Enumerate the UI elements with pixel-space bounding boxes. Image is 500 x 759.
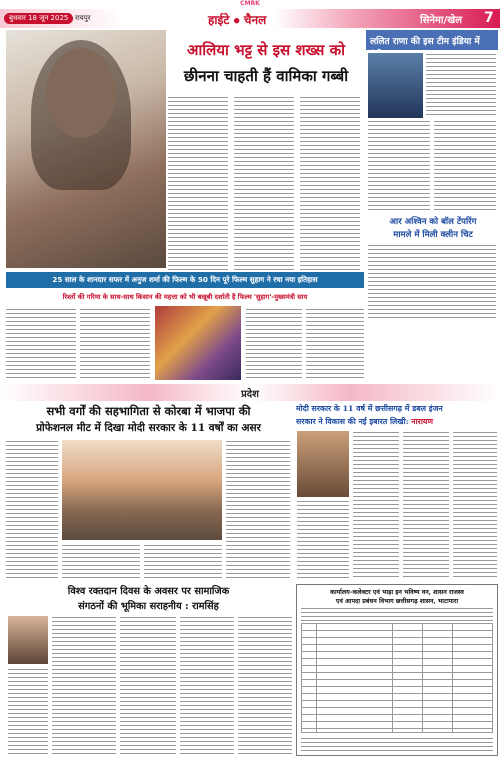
notice-title-line1: कार्यालय-कलेक्टर एवं भाड़ा इन भविष्य वन, शासन राजस्व (330, 589, 464, 596)
page-number: 7 (484, 10, 494, 26)
notice-table-divider1 (316, 624, 317, 732)
section-name: सिनेमा/खेल (420, 15, 463, 26)
masthead (0, 9, 500, 28)
ramsingh-story-text-col2 (120, 616, 176, 754)
bjp-headline-line1: सभी वर्गों की सहभागिता से कोरबा में भाजपा की (46, 404, 251, 418)
main-story-text-col3 (300, 96, 360, 270)
notice-table-divider4 (452, 624, 453, 732)
brand-logo (208, 11, 266, 28)
main-headline-line2: छीनना चाहती हैं वामिका गब्बी (183, 67, 349, 85)
film-story-text-col1 (6, 308, 76, 378)
bjp-story-text-col4 (144, 544, 222, 578)
film-story-text-col3 (246, 308, 302, 378)
cricketer-photo (368, 53, 423, 118)
notice-table-divider2 (392, 624, 393, 732)
ramsingh-story-text-col3 (180, 616, 234, 754)
side-story2-text (368, 244, 496, 318)
brand-left: हाईटे (208, 13, 230, 27)
side-story2-headline-line1: आर अश्विन को बॉल टेंपरिंग (389, 217, 477, 227)
main-story-text-col1 (168, 96, 228, 270)
photo-hair (31, 40, 131, 190)
ramsingh-story-text-col4 (238, 616, 292, 754)
section-label: प्रदेश (241, 389, 259, 400)
meeting-photo (62, 440, 222, 540)
film-event-photo (155, 306, 241, 380)
actress-photo (6, 30, 166, 268)
minister-photo (297, 431, 349, 497)
narayan-story-text-col2 (353, 431, 399, 578)
notice-table-divider3 (422, 624, 423, 732)
brand-bullet-icon: ● (233, 16, 240, 25)
narayan-headline-accent: नारायण (411, 417, 434, 426)
notice-title-line2: एवं आपदा प्रबंधन विभाग छत्तीसगढ़ शासन, भाटापारा (335, 598, 459, 605)
narayan-story-text-col3 (403, 431, 449, 578)
banner-line1: 25 साल के शानदार सफर में अनुज शर्मा की फिल्म के 50 दिन पूरे फिल्म सुहाग ने रचा नया इतिहास (6, 272, 364, 288)
ramsingh-photo (8, 616, 48, 664)
narayan-headline-line2 (296, 417, 498, 427)
notice-box (296, 584, 498, 756)
film-story-text-col2 (80, 308, 150, 378)
bjp-headline-line2: प्रोफेशनल मीट में दिखा मोदी सरकार के 11 वर्षों का असर (36, 422, 261, 434)
notice-footer-text (301, 737, 493, 751)
side-story1-header (366, 30, 498, 50)
side-story2-headline-line2: मामले में मिली क्लीन चिट (393, 230, 473, 240)
main-story-text-col2 (234, 96, 294, 270)
side-story1-text-col1 (426, 53, 496, 118)
narayan-story-text-col1 (297, 500, 349, 578)
notice-table (301, 623, 493, 733)
brand-right: चैनल (243, 13, 267, 27)
narayan-story-text-col4 (453, 431, 497, 578)
city-label: रायपुर (75, 14, 91, 22)
watermark: CMRK (240, 0, 260, 7)
side-story1-text-col3 (434, 120, 496, 212)
main-headline-line1: आलिया भट्ट से इस शख्स को (186, 41, 346, 59)
banner-line2: रिश्तों की गरिमा के साथ-साथ किसान की महत्ता को भी बखूबी दर्शाती है फिल्म 'सुहाग'-मुख्यमंत्री साय (62, 293, 308, 301)
narayan-headline-line1: मोदी सरकार के 11 वर्ष में छत्तीसगढ़ में डबल इंजन (296, 404, 443, 413)
bjp-story-text-col2 (226, 440, 290, 578)
side-story1-text-col2 (368, 120, 430, 212)
side-story1-headline: ललित राणा की इस टीम इंडिया में (370, 37, 480, 47)
bjp-story-text-col3 (62, 544, 140, 578)
narayan-headline-main: सरकार ने विकास की नई इबारत लिखी: (296, 417, 409, 426)
ramsingh-headline-line1: विश्व रक्तदान दिवस के अवसर पर सामाजिक (67, 586, 230, 597)
ramsingh-story-text-col0 (8, 668, 48, 754)
bjp-story-text-col1 (6, 440, 58, 578)
film-story-text-col4 (306, 308, 364, 378)
notice-intro-text (301, 607, 493, 621)
ramsingh-headline-line2: संगठनों की भूमिका सराहनीय : रामसिंह (78, 601, 219, 612)
ramsingh-story-text-col1 (52, 616, 116, 754)
section-bar (0, 384, 500, 401)
date-tag: बुधवार 18 जून 2025 (4, 13, 73, 24)
